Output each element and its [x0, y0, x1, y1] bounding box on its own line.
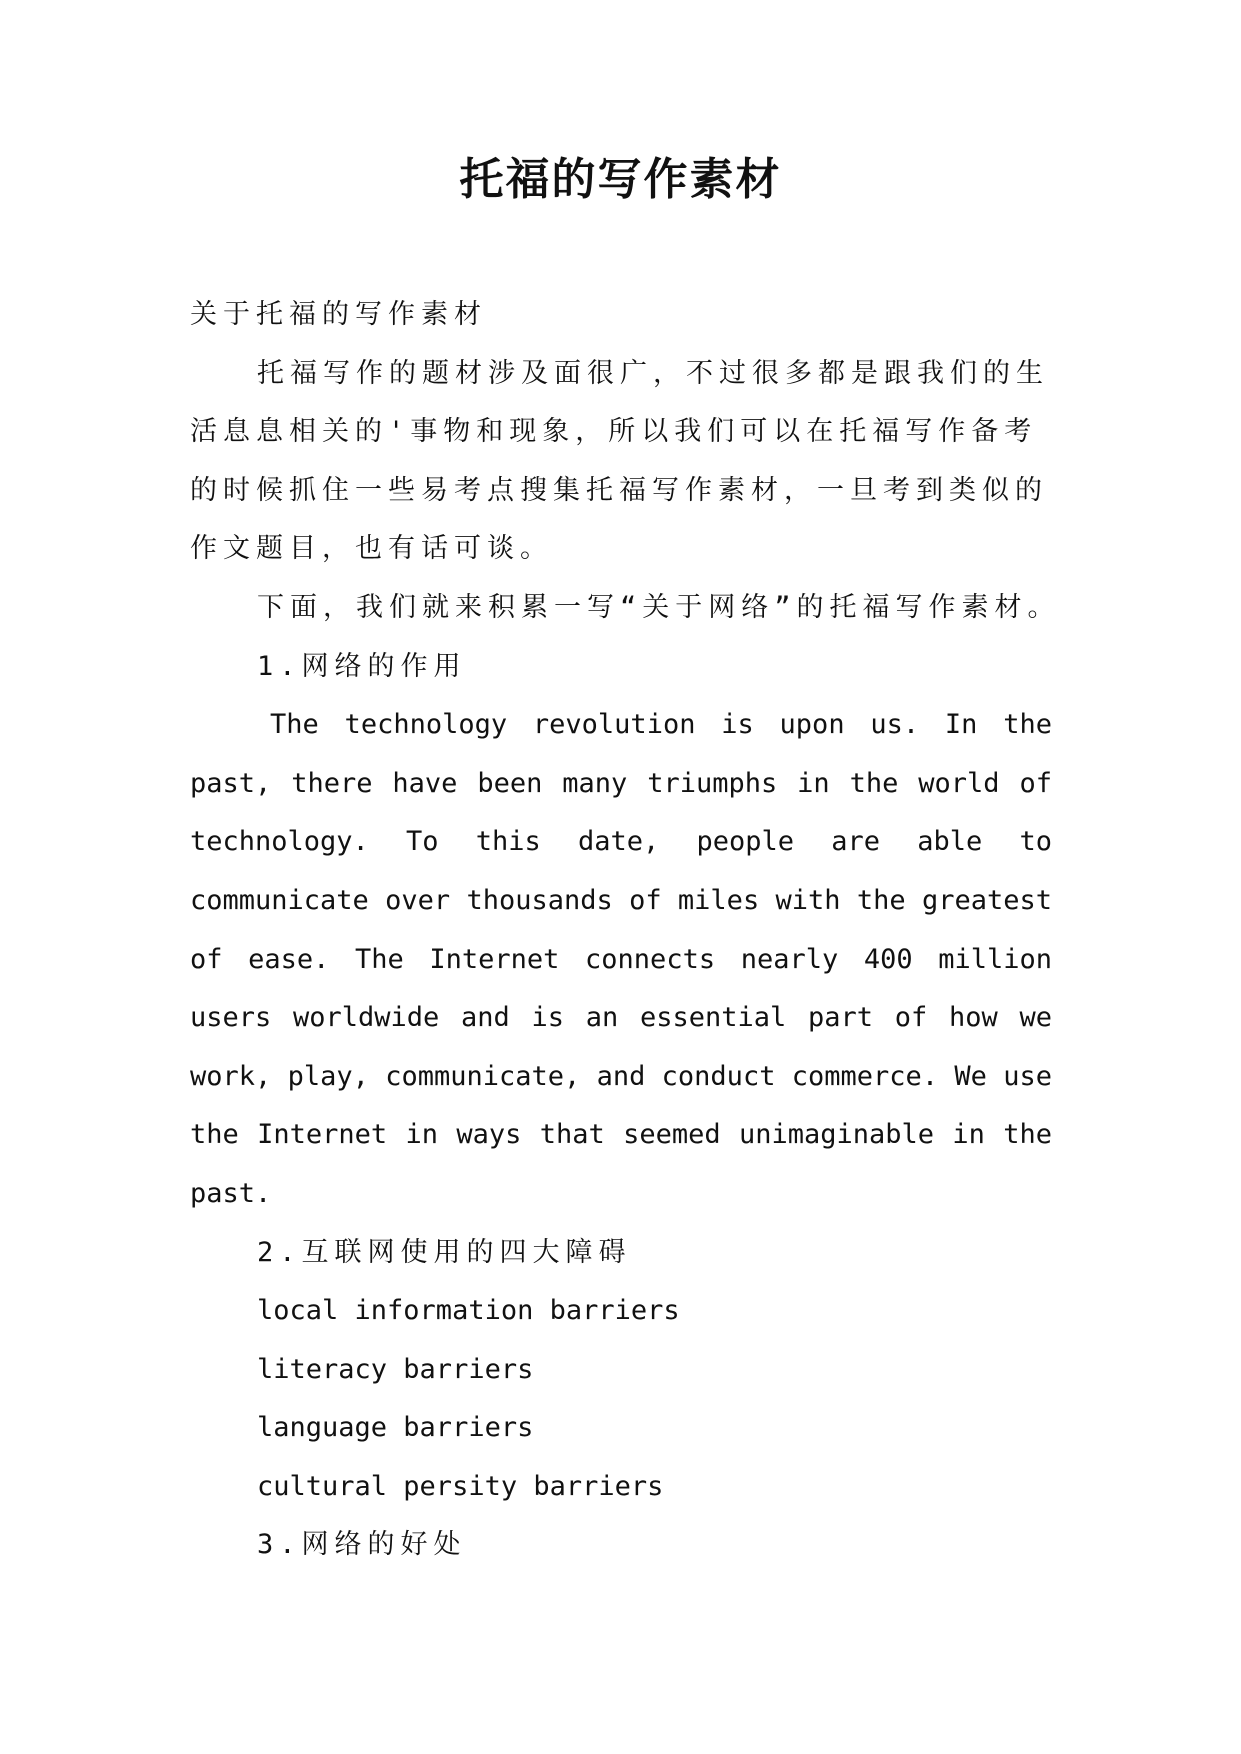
- barrier-item: cultural persity barriers: [257, 1470, 664, 1502]
- barrier-item: literacy barriers: [257, 1353, 534, 1385]
- barrier-item: local information barriers: [257, 1295, 680, 1327]
- document-title: 托福的写作素材: [459, 154, 782, 205]
- intro-paragraph-line: 作文题目，也有话可谈。: [190, 533, 553, 565]
- section-3-heading: 3.网络的好处: [257, 1529, 467, 1561]
- section-2-heading: 2.互联网使用的四大障碍: [257, 1236, 632, 1268]
- intro-paragraph-line: 托福写作的题材涉及面很广，不过很多都是跟我们的生: [257, 357, 1049, 389]
- barrier-item: language barriers: [257, 1412, 534, 1444]
- document-body: [190, 286, 1061, 1575]
- section-1-paragraph: The technology revolution is upon us. In the past, there have been many triumphs in the world of technology. To this date, people are able to communicate over thousands of miles with the greatest of ease. The Internet connects nearly 400 million users worldwide and is an essential part of how we work, play, communicate, and conduct commerce. We use the Internet in ways that seemed unimaginable in the past.: [190, 709, 1052, 1209]
- intro-paragraph-line: 的时候抓住一些易考点搜集托福写作素材，一旦考到类似的: [190, 474, 1048, 506]
- section-1-heading: 1.网络的作用: [257, 650, 467, 682]
- document-subtitle: 关于托福的写作素材: [190, 299, 487, 330]
- lead-paragraph: 下面，我们就来积累一写“关于网络”的托福写作素材。: [257, 591, 1061, 623]
- intro-paragraph-line: 活息息相关的'事物和现象，所以我们可以在托福写作备考: [190, 416, 1038, 448]
